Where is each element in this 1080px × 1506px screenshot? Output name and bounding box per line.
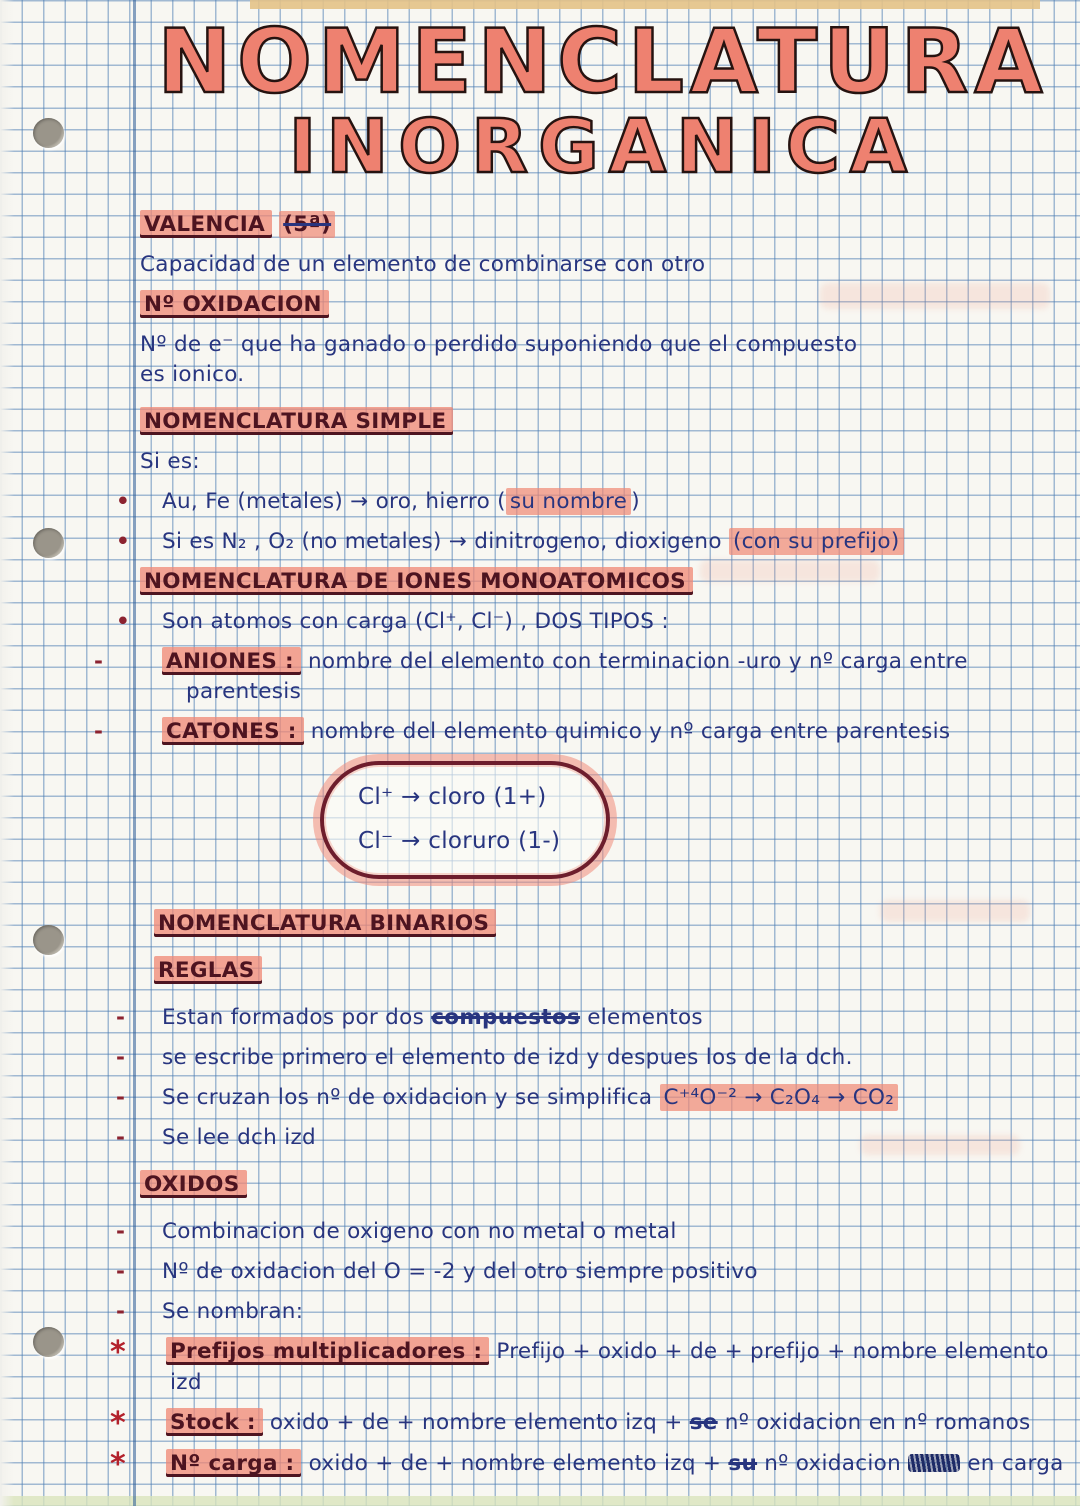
oxidation-cross-formula: C⁺⁴O⁻² → C₂O₄ → CO₂	[660, 1084, 899, 1111]
star-mark: *	[110, 1335, 126, 1370]
dash-mark: -	[116, 1045, 126, 1070]
stock-post: nº oxidacion en nº romanos	[717, 1410, 1031, 1435]
ion-example-line-2: Cl⁻ → cloruro (1-)	[358, 828, 561, 854]
prefijos-text: Prefijo + oxido + de + prefijo + nombre elemento izd	[170, 1339, 1049, 1395]
iones-intro: Son atomos con carga (Cl⁺, Cl⁻) , DOS TIPOS :	[162, 609, 669, 634]
prefijos-label: Prefijos multiplicadores :	[166, 1337, 489, 1365]
rule-1	[116, 1003, 1066, 1033]
dash-mark: -	[116, 1259, 126, 1284]
rule-1-pre: Estan formados por dos	[162, 1005, 432, 1030]
dash-mark: -	[116, 1219, 126, 1244]
page-top-edge	[250, 0, 1040, 9]
page-title	[140, 10, 1066, 190]
anion-label: ANIONES :	[162, 647, 301, 675]
cation-text: nombre del elemento quimico y nº carga entre parentesis	[310, 719, 951, 744]
rule-1-post: elementos	[580, 1005, 703, 1030]
stock-struck-word: se	[689, 1410, 718, 1435]
iones-intro-row	[116, 607, 1066, 637]
bullet-mark: •	[116, 489, 131, 514]
ncarga-pre: oxido + de + nombre elemento izq +	[308, 1451, 729, 1476]
oxidacion-heading: Nº OXIDACION	[140, 290, 329, 318]
dash-mark: -	[116, 1125, 126, 1150]
ion-example-circle	[320, 761, 610, 879]
rule-4	[116, 1123, 1066, 1153]
star-mark: *	[110, 1447, 126, 1482]
simple-intro: Si es:	[140, 449, 200, 474]
ink-scribble-blob	[908, 1454, 960, 1472]
reglas-heading-row	[140, 956, 1066, 986]
bullet-mark: •	[116, 609, 131, 634]
stock-label: Stock :	[166, 1408, 263, 1436]
simple-item-1-close: )	[631, 489, 640, 514]
scribbled-note: (5ª)	[279, 211, 335, 238]
dash-mark: -	[116, 1085, 126, 1110]
ion-example-wrapper	[140, 747, 1066, 883]
anion-text: nombre del elemento con terminacion -uro y nº carga entre parentesis	[186, 649, 968, 704]
simple-item-1	[116, 487, 1066, 517]
valencia-heading: VALENCIA	[140, 210, 272, 238]
hole-punch	[33, 528, 64, 558]
oxidacion-heading-row	[140, 290, 1066, 320]
iones-heading-row	[140, 567, 1066, 597]
reglas-heading: REGLAS	[154, 956, 262, 984]
rule-3	[116, 1083, 1066, 1113]
oxidos-item-3-text: Se nombran:	[162, 1299, 304, 1324]
binarios-heading: NOMENCLATURA BINARIOS	[154, 909, 496, 937]
stock-pre: oxido + de + nombre elemento izq +	[269, 1410, 690, 1435]
dash-mark: -	[116, 1299, 126, 1324]
ion-example-line-1: Cl⁺ → cloro (1+)	[358, 784, 547, 810]
rule-4-text: Se lee dch izd	[162, 1125, 317, 1150]
oxidos-item-3	[116, 1297, 1066, 1327]
notes-content	[94, 10, 1066, 1482]
cation-item	[94, 717, 1066, 747]
hole-punch	[33, 1327, 64, 1357]
title-line-1: NOMENCLATURA	[157, 10, 1049, 113]
simple-item-2-highlight: (con su prefijo)	[729, 528, 904, 555]
simple-heading: NOMENCLATURA SIMPLE	[140, 407, 453, 435]
title-line-2: INORGANICA	[288, 104, 918, 190]
ncarga-mid: nº oxidacion	[757, 1451, 909, 1476]
iones-heading: NOMENCLATURA DE IONES MONOATOMICOS	[140, 567, 693, 595]
oxidos-item-1-text: Combinacion de oxigeno con no metal o metal	[162, 1219, 677, 1244]
naming-prefijos	[110, 1335, 1066, 1398]
oxidos-heading-row	[140, 1170, 1066, 1200]
rule-3-pre: Se cruzan los nº de oxidacion y se simplifica	[162, 1085, 660, 1110]
hole-punch	[33, 925, 64, 955]
rule-2-text: se escribe primero el elemento de izd y despues los de la dch.	[162, 1045, 853, 1070]
valencia-body: Capacidad de un elemento de combinarse con otro	[140, 252, 706, 277]
page-bottom-edge	[0, 1496, 1080, 1506]
dash-mark: -	[94, 649, 104, 674]
oxidos-item-2-text: Nº de oxidacion del O = -2 y del otro siempre positivo	[162, 1259, 758, 1284]
oxidacion-body-2: es ionico.	[140, 362, 245, 387]
simple-heading-row	[140, 407, 1066, 437]
simple-item-2	[116, 527, 1066, 557]
bullet-mark: •	[116, 529, 131, 554]
hole-punch	[33, 118, 64, 148]
binarios-heading-row	[140, 909, 1066, 939]
dash-mark: -	[94, 719, 104, 744]
oxidos-heading: OXIDOS	[140, 1170, 247, 1198]
simple-item-2-text: Si es N₂ , O₂ (no metales) → dinitrogeno, dioxigeno	[162, 529, 729, 554]
simple-item-1-text: Au, Fe (metales) → oro, hierro (	[162, 489, 506, 514]
star-mark: *	[110, 1406, 126, 1441]
naming-stock	[110, 1406, 1066, 1441]
rule-2	[116, 1043, 1066, 1073]
page-left-edge	[0, 0, 14, 1506]
oxidacion-body-1: Nº de e⁻ que ha ganado o perdido suponiendo que el compuesto	[140, 332, 858, 357]
simple-item-1-highlight: su nombre	[506, 488, 631, 515]
rule-1-struck-word: compuestos	[431, 1005, 581, 1030]
ncarga-label: Nº carga :	[166, 1449, 301, 1477]
dash-mark: -	[116, 1005, 126, 1030]
valencia-heading-row	[140, 210, 1066, 240]
ncarga-struck-word: su	[728, 1451, 758, 1476]
oxidos-item-1	[116, 1217, 1066, 1247]
margin-rule-line	[133, 0, 136, 1506]
naming-ncarga	[110, 1447, 1066, 1482]
anion-item	[94, 647, 1066, 707]
ncarga-post: en carga	[960, 1451, 1064, 1476]
oxidos-item-2	[116, 1257, 1066, 1287]
cation-label: CATONES :	[162, 717, 304, 745]
